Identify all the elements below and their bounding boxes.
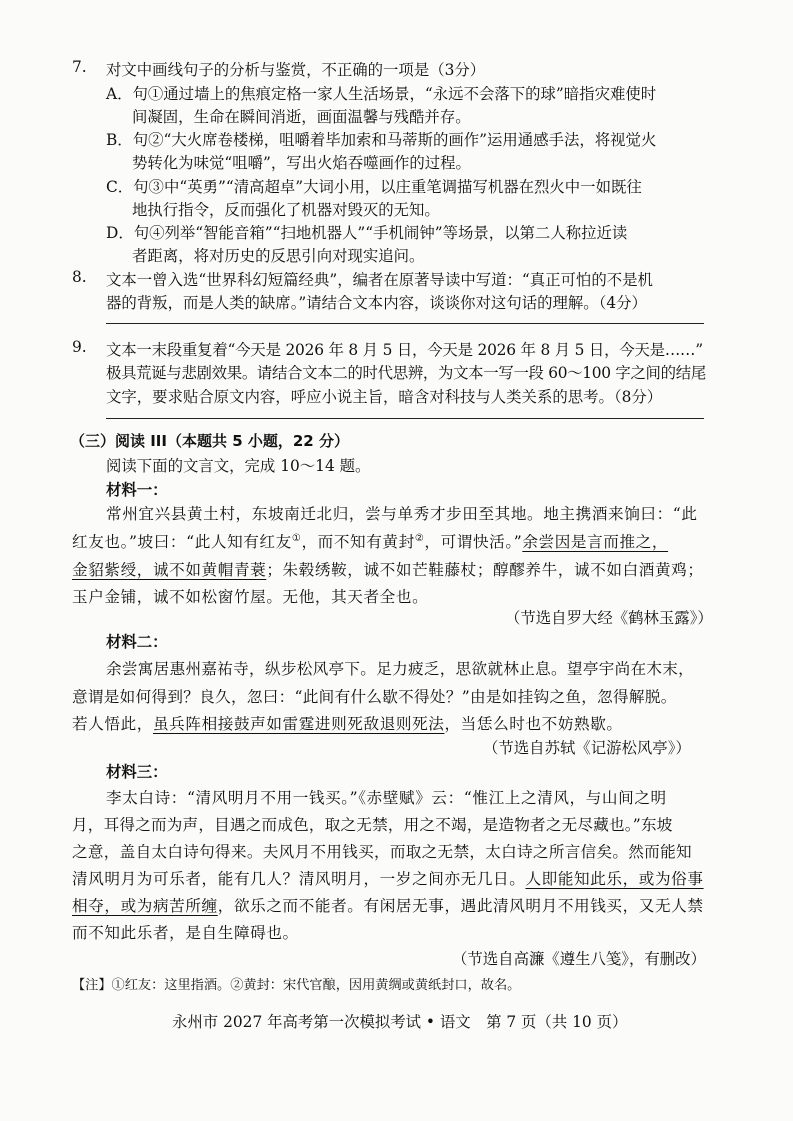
material-2-line3-c: ，当恁么时也不妨熟歇。 [444, 715, 623, 733]
material-1-underlined-1: 余尝因是言而推之， [522, 533, 669, 551]
q7-option-d-line2: 者距离，将对历史的反思引向对现实追问。 [132, 247, 425, 265]
material-3-label: 材料三： [106, 763, 168, 781]
material-1-line2-a: 红友也。”坡曰：“此人知有红友 [72, 533, 292, 551]
material-3-line1: 李太白诗：“清风明月不用一钱买。”《赤壁赋》云：“惟江上之清风，与山间之明 [106, 789, 667, 807]
material-3-line2: 月，耳得之而为声，目遇之而成色，取之无禁，用之不竭，是造物者之无尽藏也。”东坡 [72, 816, 673, 834]
material-1-source: （节选自罗大经《鹤林玉露》） [505, 609, 713, 627]
material-3-underlined-2: 相夺，或为病苦所缠 [72, 897, 218, 915]
material-3-line4-a: 清风明月为可乐者，能有几人？清风明月，一岁之间亦无几日。 [72, 870, 526, 888]
material-1-line1: 常州宜兴县黄土村，东坡南迁北归，尝与单秀才步田至其地。地主携酒来饷曰：“此 [106, 505, 698, 523]
material-3-line5 [72, 894, 704, 916]
section-3-instruction: 阅读下面的文言文，完成 10～14 题。 [106, 457, 371, 475]
q8-answer-line[interactable] [106, 323, 704, 324]
footnote: 【注】①红友：这里指酒。②黄封：宋代官酿，因用黄绸或黄纸封口，故名。 [72, 978, 521, 993]
material-1-line2-c: ，可谓快活。” [424, 533, 523, 551]
q7-option-d-line1: D．句④列举“智能音箱”“扫地机器人”“手机闹钟”等场景，以第二人称拉近读 [106, 224, 628, 242]
question-8-line2: 器的背叛，而是人类的缺席。”请结合文本内容，谈谈你对这句话的理解。（4分） [106, 294, 647, 312]
material-1-label: 材料一： [106, 481, 168, 499]
q7-option-a-line2: 间凝固，生命在瞬间消逝，画面温馨与残酷并存。 [132, 108, 471, 126]
question-9-line3: 文字，要求贴合原文内容，呼应小说主旨，暗含对科技与人类关系的思考。（8分） [106, 388, 663, 406]
question-8-number: 8. [72, 268, 87, 286]
material-2-line1: 余尝寓居惠州嘉祐寺，纵步松风亭下。足力疲乏，思欲就林止息。望亭宇尚在木末， [106, 660, 695, 678]
material-2-line3 [72, 712, 623, 734]
question-8-line1: 文本一曾入选“世界科幻短篇经典”，编者在原著导读中写道：“真正可怕的不是机 [106, 271, 653, 289]
q9-answer-line[interactable] [106, 418, 704, 419]
material-2-line2: 意谓是如何得到？良久，忽曰：“此间有什么歇不得处？”由是如挂钩之鱼，忽得解脱。 [72, 688, 677, 706]
footnote-1-marker: ① [291, 532, 302, 544]
q7-option-c-line2: 地执行指令，反而强化了机器对毁灭的无知。 [132, 201, 440, 219]
material-3-line5-b: ，欲乐之而不能者。有闲居无事，遇此清风明月不用钱买，又无人禁 [217, 897, 704, 915]
material-2-source: （节选自苏轼《记游松风亭》） [483, 739, 691, 757]
page-footer: 永州市 2027 年高考第一次模拟考试 • 语文 第 7 页（共 10 页） [172, 1013, 628, 1031]
question-9-line2: 极具荒诞与悲剧效果。请结合文本二的时代思辨，为文本一写一段 60～100 字之间的结尾 [106, 364, 706, 382]
question-7-number: 7. [72, 58, 87, 76]
material-1-line3 [72, 558, 704, 580]
material-2-label: 材料二： [106, 633, 168, 651]
question-7-stem: 对文中画线句子的分析与鉴赏，不正确的一项是（3分） [106, 61, 486, 79]
material-1-underlined-2: 金貂紫绶，诚不如黄帽青蓑 [72, 561, 267, 579]
q7-option-b-line2: 势转化为味觉“咀嚼”，写出火焰吞噬画作的过程。 [132, 154, 471, 172]
material-3-line6: 而不知此乐者，是自生障碍也。 [72, 924, 299, 942]
q7-option-b-line1: B．句②“大火席卷楼梯，咀嚼着毕加索和马蒂斯的画作”运用通感手法，将视觉火 [106, 131, 657, 149]
material-1-line3-b: ；朱毂绣鞍，诚不如芒鞋藤杖；醇醪养牛，诚不如白酒黄鸡； [266, 561, 704, 579]
section-3-title: （三）阅读 III（本题共 5 小题，22 分） [70, 432, 349, 450]
q7-option-c-line1: C．句③中“英勇”“清高超卓”大词小用，以庄重笔调描写机器在烈火中一如既往 [106, 178, 642, 196]
question-9-line1: 文本一末段重复着“今天是 2026 年 8 月 5 日，今天是 2026 年 8 月 5 日，今天是……” [106, 341, 703, 359]
material-3-underlined-1: 人即能知此乐，或为俗事 [525, 870, 704, 888]
material-1-line2 [72, 530, 668, 552]
material-1-line4: 玉户金铺，诚不如松窗竹屋。无他，其天者全也。 [72, 588, 429, 606]
material-2-underlined: 虽兵阵相接鼓声如雷霆进则死敌退则死法 [152, 715, 445, 733]
footnote-2-marker: ② [414, 532, 425, 544]
material-3-line4 [72, 867, 704, 889]
material-3-source: （节选自高濂《遵生八笺》，有删改） [452, 950, 706, 968]
material-3-line3: 之意，盖自太白诗句得来。夫风月不用钱买，而取之无禁，太白诗之所言信矣。然而能知 [72, 843, 692, 861]
question-9-number: 9. [72, 338, 87, 356]
material-2-line3-a: 若人悟此， [72, 715, 153, 733]
q7-option-a-line1: A．句①通过墙上的焦痕定格一家人生活场景，“永远不会落下的球”暗指灾难使时 [106, 85, 657, 103]
material-1-line2-b: ，而不知有黄封 [301, 533, 415, 551]
